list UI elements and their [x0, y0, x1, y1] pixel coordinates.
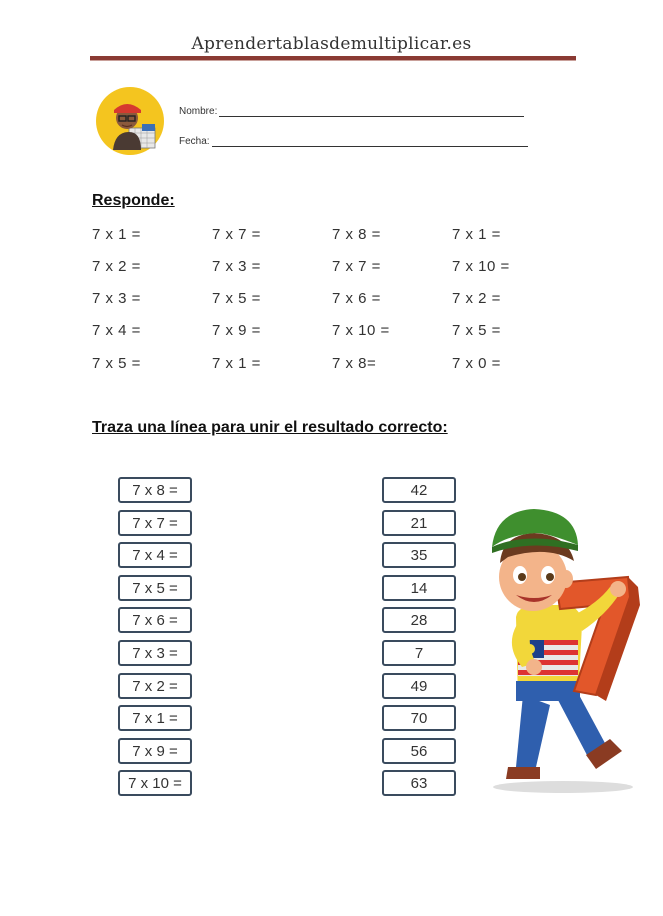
exercise-item: 7 x 3 = [212, 258, 261, 275]
date-input-line[interactable] [212, 137, 528, 147]
match-expression-box[interactable]: 7 x 6 = [118, 607, 192, 633]
match-result-box[interactable]: 49 [382, 673, 456, 699]
exercise-item: 7 x 0 = [452, 355, 501, 372]
match-expression-box[interactable]: 7 x 5 = [118, 575, 192, 601]
exercise-item: 7 x 4 = [92, 322, 141, 339]
exercise-item: 7 x 8 = [332, 226, 381, 243]
section-title-responde: Responde: [92, 192, 175, 209]
exercise-item: 7 x 6 = [332, 290, 381, 307]
exercise-item: 7 x 1 = [212, 355, 261, 372]
match-expression-box[interactable]: 7 x 7 = [118, 510, 192, 536]
match-expression-box[interactable]: 7 x 2 = [118, 673, 192, 699]
match-expression-box[interactable]: 7 x 3 = [118, 640, 192, 666]
exercise-item: 7 x 3 = [92, 290, 141, 307]
exercise-item: 7 x 7 = [332, 258, 381, 275]
match-result-box[interactable]: 56 [382, 738, 456, 764]
exercise-item: 7 x 10 = [452, 258, 510, 275]
exercise-item: 7 x 2 = [92, 258, 141, 275]
match-result-box[interactable]: 63 [382, 770, 456, 796]
exercise-item: 7 x 5 = [92, 355, 141, 372]
boy-holding-seven-icon [478, 505, 648, 800]
date-field-row [179, 136, 528, 147]
exercise-item: 7 x 9 = [212, 322, 261, 339]
exercise-item: 7 x 1 = [452, 226, 501, 243]
match-result-box[interactable]: 42 [382, 477, 456, 503]
match-expression-box[interactable]: 7 x 9 = [118, 738, 192, 764]
match-result-box[interactable]: 14 [382, 575, 456, 601]
match-expression-box[interactable]: 7 x 8 = [118, 477, 192, 503]
name-input-line[interactable] [219, 107, 524, 117]
student-avatar-icon [95, 86, 165, 156]
match-expression-box[interactable]: 7 x 1 = [118, 705, 192, 731]
match-result-box[interactable]: 28 [382, 607, 456, 633]
name-label: Nombre: [179, 106, 218, 117]
section-title-traza: Traza una línea para unir el resultado correcto: [92, 419, 448, 436]
name-field-row [179, 106, 524, 117]
match-result-box[interactable]: 70 [382, 705, 456, 731]
exercise-item: 7 x 7 = [212, 226, 261, 243]
match-result-box[interactable]: 21 [382, 510, 456, 536]
date-label: Fecha: [179, 136, 210, 147]
exercise-item: 7 x 5 = [452, 322, 501, 339]
match-result-box[interactable]: 7 [382, 640, 456, 666]
exercise-item: 7 x 2 = [452, 290, 501, 307]
exercise-item: 7 x 1 = [92, 226, 141, 243]
exercise-item: 7 x 5 = [212, 290, 261, 307]
match-result-box[interactable]: 35 [382, 542, 456, 568]
exercise-item: 7 x 8= [332, 355, 377, 372]
match-expression-box[interactable]: 7 x 10 = [118, 770, 192, 796]
title-divider [90, 56, 576, 61]
site-title: Aprendertablasdemultiplicar.es [191, 34, 472, 54]
exercise-item: 7 x 10 = [332, 322, 390, 339]
match-expression-box[interactable]: 7 x 4 = [118, 542, 192, 568]
